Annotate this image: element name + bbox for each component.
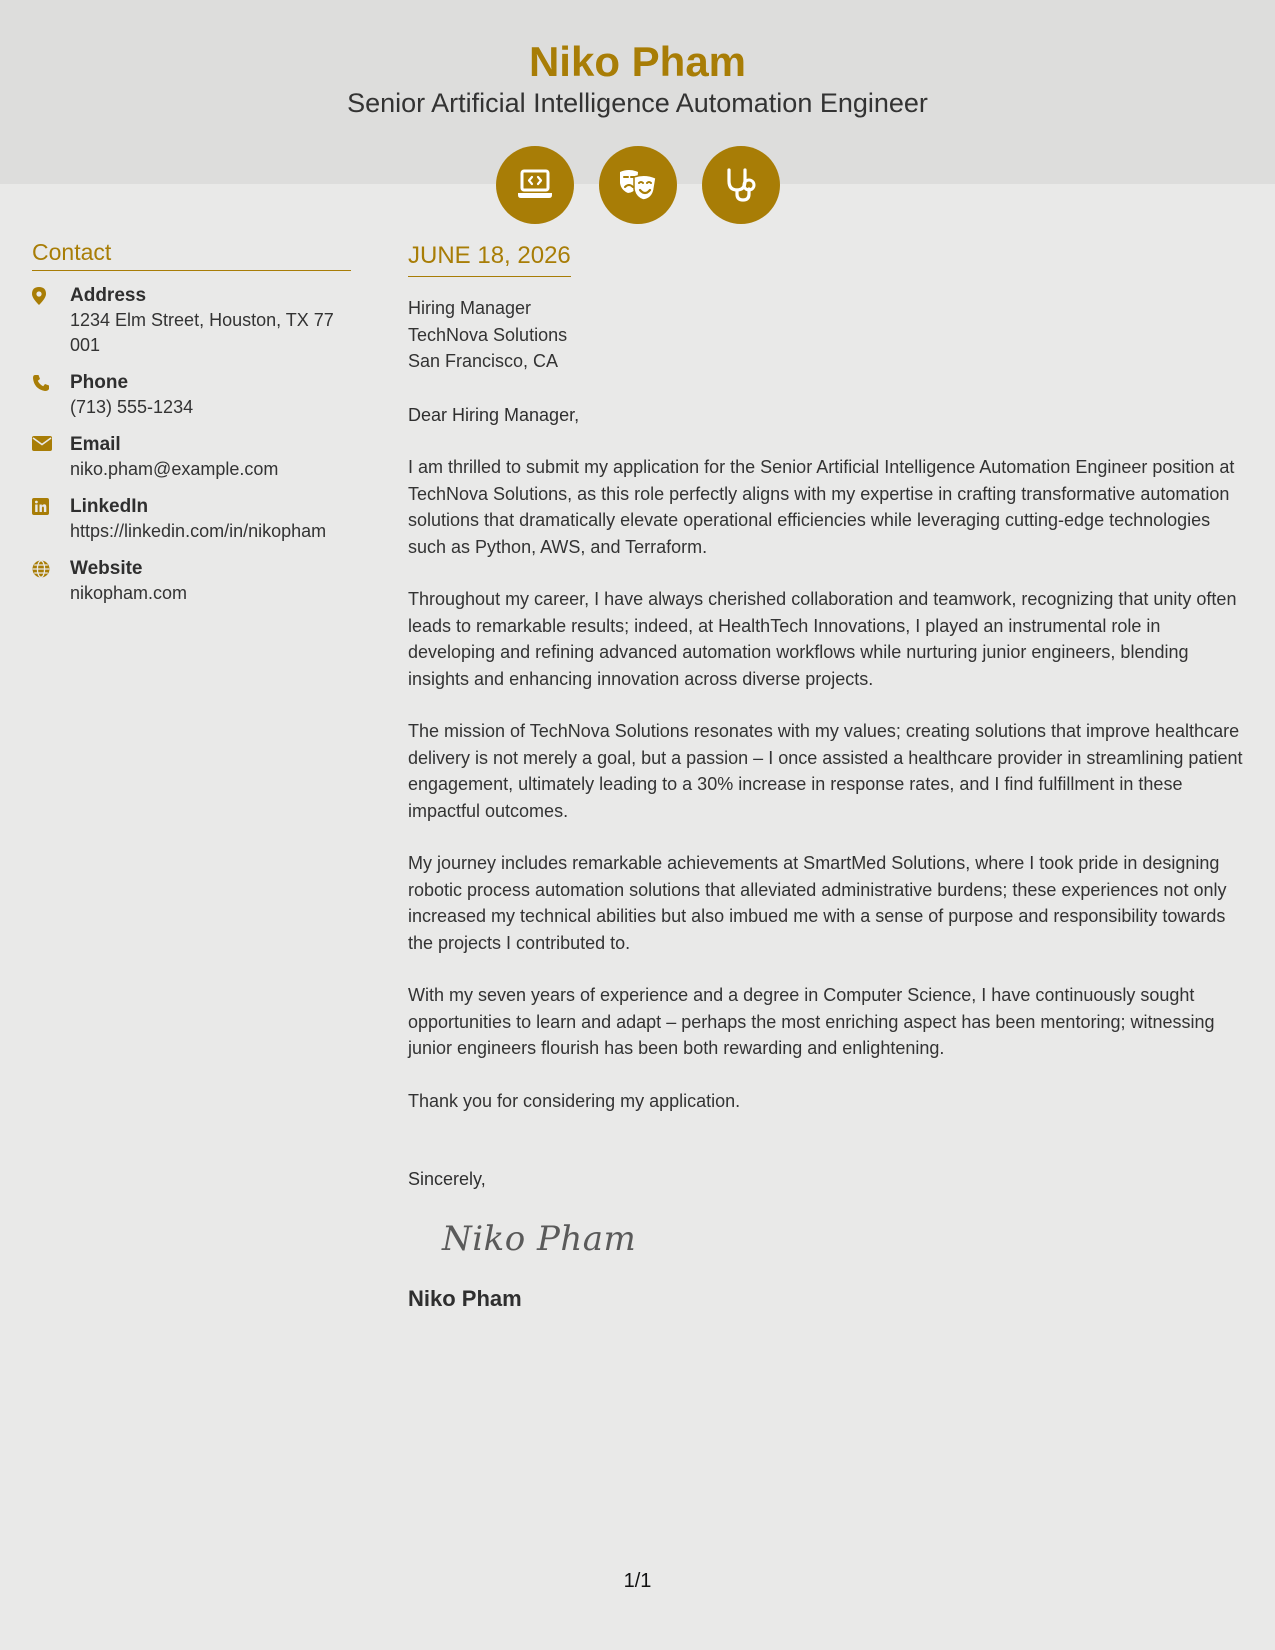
recipient-line: San Francisco, CA <box>408 351 559 371</box>
letter-paragraph: I am thrilled to submit my application for the Senior Artificial Intelligence Automation Engineer position at TechNova Solutions, as this role perfectly aligns with my expertise in crafting transformative automation solutions that dramatically elevate operational efficiencies while leveraging cutting-edge technologies such as Python, AWS, and Terraform. <box>408 457 1235 557</box>
globe-icon <box>32 556 70 583</box>
recipient-line: Hiring Manager <box>408 298 532 318</box>
theater-masks-icon <box>599 146 677 224</box>
closing: Sincerely, <box>408 1169 486 1189</box>
contact-label: Phone <box>70 372 129 393</box>
letter-date: JUNE 18, 2026 <box>408 240 571 277</box>
contact-label: LinkedIn <box>70 496 149 517</box>
stethoscope-icon <box>702 146 780 224</box>
contact-item-website <box>32 556 351 606</box>
letter-body <box>408 240 1243 1313</box>
envelope-icon <box>32 432 70 456</box>
salutation: Dear Hiring Manager, <box>408 404 580 425</box>
contact-item-address <box>32 283 351 358</box>
applicant-name: Niko Pham <box>528 38 747 85</box>
contact-list <box>32 283 351 606</box>
linkedin-icon <box>32 494 70 520</box>
signer-name: Niko Pham <box>408 1285 522 1311</box>
website-value[interactable]: nikopham.com <box>70 583 188 603</box>
contact-item-linkedin <box>32 494 351 544</box>
letter-paragraph: Throughout my career, I have always cherished collaboration and teamwork, recognizing that unity often leads to remarkable results; indeed, at HealthTech Innovations, I played an instrumental role in developing and refining advanced automation workflows while nurturing junior engineers, blending insights and enhancing innovation across diverse projects. <box>408 589 1237 689</box>
contact-label: Address <box>70 285 147 306</box>
phone-value: (713) 555-1234 <box>70 397 194 417</box>
recipient-block <box>408 295 1243 375</box>
contact-label: Website <box>70 558 143 579</box>
linkedin-value[interactable]: https://linkedin.com/in/nikopham <box>70 521 327 541</box>
interest-icons <box>496 146 780 224</box>
map-pin-icon <box>32 283 70 310</box>
recipient-line: TechNova Solutions <box>408 324 568 345</box>
handwritten-signature: Niko Pham <box>442 1218 637 1259</box>
letter-paragraph: With my seven years of experience and a degree in Computer Science, I have continuously sought opportunities to learn and adapt – perhaps the most enriching aspect has been mentoring; witnessing junior engineers flourish has been both rewarding and enlightening. <box>408 985 1215 1058</box>
address-value: 1234 Elm Street, Houston, TX 77001 <box>70 310 334 355</box>
phone-icon <box>32 370 70 397</box>
contact-label: Email <box>70 434 121 455</box>
contact-item-phone <box>32 370 351 420</box>
contact-sidebar <box>32 236 351 618</box>
job-title: Senior Artificial Intelligence Automation Engineer <box>347 88 928 118</box>
contact-heading: Contact <box>32 236 351 271</box>
laptop-code-icon <box>496 146 574 224</box>
letter-paragraph: The mission of TechNova Solutions resonates with my values; creating solutions that improve healthcare delivery is not merely a goal, but a passion – I once assisted a healthcare provider in streamlining patient engagement, ultimately leading to a 30% increase in response rates, and I find fulfillment in these impactful outcomes. <box>408 721 1243 821</box>
letter-paragraph: Thank you for considering my application. <box>408 1090 741 1111</box>
email-value[interactable]: niko.pham@example.com <box>70 459 279 479</box>
letter-paragraph: My journey includes remarkable achievements at SmartMed Solutions, where I took pride in designing robotic process automation solutions that alleviated administrative burdens; these experiences not only increased my technical abilities but also imbued me with a sense of purpose and responsibility towards the projects I contributed to. <box>408 853 1227 953</box>
contact-item-email <box>32 432 351 482</box>
page-number: 1/1 <box>623 1570 652 1592</box>
